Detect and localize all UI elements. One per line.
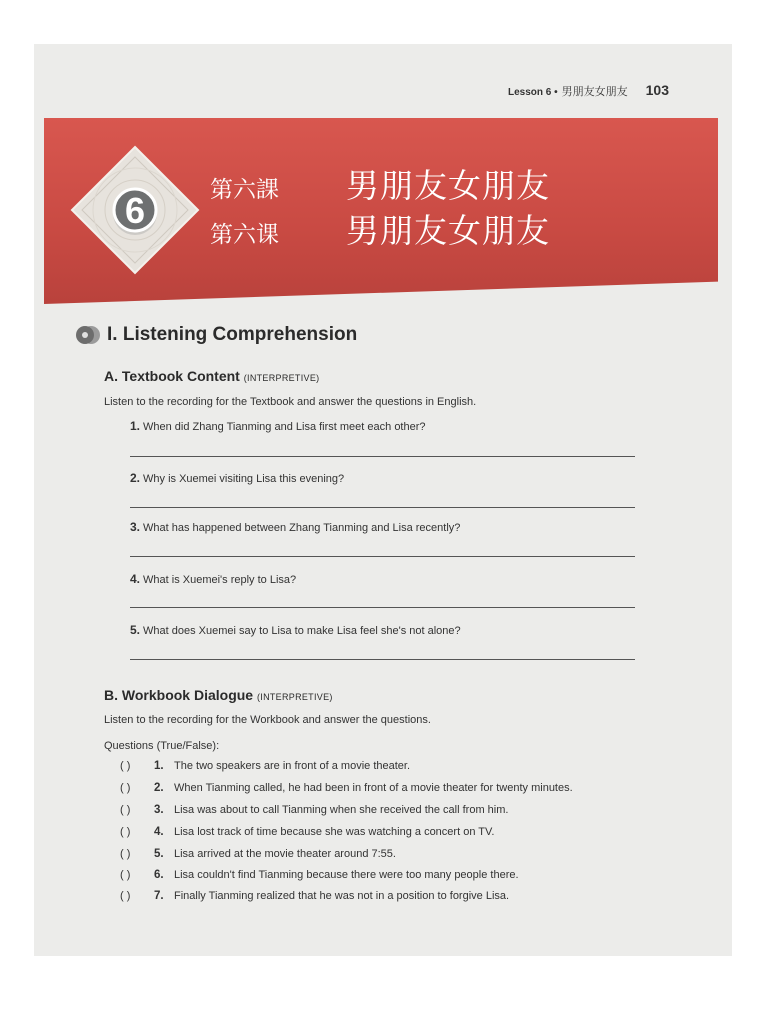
tf-item-1 [120,760,410,772]
tf-item-3-text: Lisa was about to call Tianming when she received the call from him. [174,804,509,816]
answer-blank-5[interactable]: ( ) [120,848,131,860]
question-2-num: 2. [130,471,141,485]
part-a-tag: (INTERPRETIVE) [243,373,320,383]
banner-title-traditional [210,160,550,207]
tf-item-4 [120,826,494,838]
part-b-title-text: B. Workbook Dialogue [104,687,254,703]
section-title [75,324,357,346]
question-5-num: 5. [130,623,141,637]
part-a-title [104,368,319,384]
tf-item-7-num: 7. [154,890,164,902]
tf-item-7 [120,890,509,902]
question-1-num: 1. [130,419,141,433]
running-header [508,82,669,99]
answer-blank-3[interactable]: ( ) [120,804,131,816]
question-3 [130,520,460,534]
question-5 [130,623,461,637]
tf-item-6-num: 6. [154,869,164,881]
audio-cd-icon [75,324,101,346]
banner-title-simplified [210,205,550,252]
part-b-tag: (INTERPRETIVE) [256,692,333,702]
tf-item-1-num: 1. [154,760,164,772]
tf-item-2 [120,782,573,794]
part-a-title-text: A. Textbook Content [104,368,240,384]
answer-blank-7[interactable]: ( ) [120,890,131,902]
question-1 [130,419,426,433]
question-4-num: 4. [130,572,141,586]
tf-item-2-text: When Tianming called, he had been in front of a movie theater for twenty minutes. [174,782,573,794]
lesson-number: 6 [124,190,146,231]
tf-item-3-num: 3. [154,804,164,816]
header-lesson-cn: 男朋友女朋友 [561,85,628,98]
answer-blank-2[interactable]: ( ) [120,782,131,794]
answer-blank-4[interactable]: ( ) [120,826,131,838]
tf-item-4-num: 4. [154,826,164,838]
page-number: 103 [645,82,669,98]
tf-item-5-text: Lisa arrived at the movie theater around 7:55. [174,848,396,860]
tf-item-7-text: Finally Tianming realized that he was not in a position to forgive Lisa. [174,890,510,902]
answer-line-1[interactable] [130,456,635,457]
questions-label: Questions (True/False): [104,740,220,752]
question-2 [130,471,344,485]
question-5-text: What does Xuemei say to Lisa to make Lisa feel she's not alone? [143,625,461,637]
question-3-num: 3. [130,520,141,534]
question-4 [130,572,296,586]
part-b-title [104,687,333,703]
section-title-text: I. Listening Comprehension [107,324,358,345]
question-3-text: What has happened between Zhang Tianming and Lisa recently? [143,522,461,534]
tf-item-3 [120,804,508,816]
tf-item-6-text: Lisa couldn't find Tianming because there were too many people there. [174,869,519,881]
banner-lesson-simplified: 第六课 [210,222,279,248]
answer-line-5[interactable] [130,659,635,660]
tf-item-5 [120,848,396,860]
question-2-text: Why is Xuemei visiting Lisa this evening? [143,473,345,485]
tf-item-2-num: 2. [154,782,164,794]
answer-blank-1[interactable]: ( ) [120,760,131,772]
banner-topic-simplified: 男朋友女朋友 [346,211,550,250]
question-4-text: What is Xuemei's reply to Lisa? [143,574,297,586]
banner-lesson-traditional: 第六課 [210,177,279,203]
answer-line-2[interactable] [130,507,635,508]
answer-line-4[interactable] [130,607,635,608]
lesson-number-diamond [70,145,200,275]
tf-item-5-num: 5. [154,848,164,860]
answer-line-3[interactable] [130,556,635,557]
part-b-instruction: Listen to the recording for the Workbook and answer the questions. [104,714,431,726]
tf-item-1-text: The two speakers are in front of a movie theater. [174,760,411,772]
tf-item-4-text: Lisa lost track of time because she was watching a concert on TV. [174,826,495,838]
question-1-text: When did Zhang Tianming and Lisa first meet each other? [143,421,426,433]
tf-item-6 [120,869,519,881]
header-lesson: Lesson 6 • [508,87,558,98]
answer-blank-6[interactable]: ( ) [120,869,131,881]
part-a-instruction: Listen to the recording for the Textbook and answer the questions in English. [104,396,477,408]
banner-topic-traditional: 男朋友女朋友 [346,166,550,205]
